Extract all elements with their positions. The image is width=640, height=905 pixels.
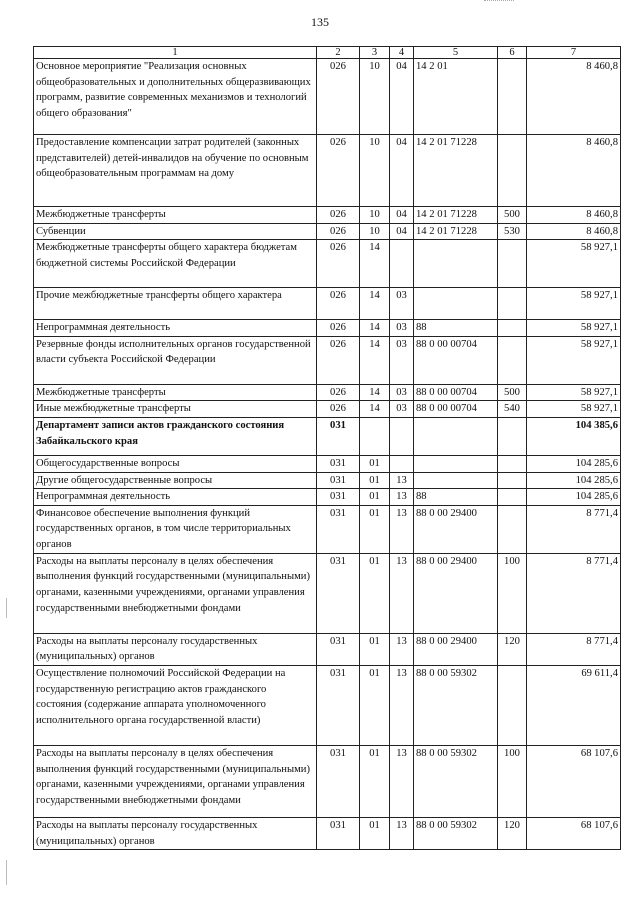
subsection-code: 03 — [390, 320, 414, 337]
section-code: 01 — [360, 665, 390, 745]
table-row — [34, 472, 621, 489]
admin-code: 026 — [317, 401, 360, 418]
section-code: 10 — [360, 59, 390, 135]
table-row — [34, 505, 621, 553]
table-row — [34, 207, 621, 224]
row-name: Финансовое обеспечение выполнения функций государственных органов, в том числе территориальных органов — [34, 505, 317, 553]
column-header: 6 — [498, 47, 527, 59]
row-name: Департамент записи актов гражданского состояния Забайкальского края — [34, 417, 317, 455]
expense-type-code — [498, 489, 527, 506]
target-article-code: 88 0 00 29400 — [414, 553, 498, 633]
section-code: 01 — [360, 489, 390, 506]
target-article-code: 88 0 00 59302 — [414, 665, 498, 745]
subsection-code: 13 — [390, 745, 414, 817]
target-article-code: 88 0 00 29400 — [414, 505, 498, 553]
amount: 8 460,8 — [527, 223, 621, 240]
amount: 58 927,1 — [527, 320, 621, 337]
section-code: 14 — [360, 240, 390, 288]
section-code: 10 — [360, 223, 390, 240]
target-article-code: 88 0 00 00704 — [414, 384, 498, 401]
amount: 8 460,8 — [527, 207, 621, 224]
subsection-code: 13 — [390, 505, 414, 553]
subsection-code: 13 — [390, 472, 414, 489]
amount: 8 460,8 — [527, 59, 621, 135]
subsection-code — [390, 455, 414, 472]
target-article-code — [414, 240, 498, 288]
subsection-code: 03 — [390, 401, 414, 418]
section-code: 14 — [360, 336, 390, 384]
expense-type-code: 540 — [498, 401, 527, 418]
expense-type-code — [498, 665, 527, 745]
admin-code: 026 — [317, 240, 360, 288]
target-article-code — [414, 417, 498, 455]
subsection-code: 04 — [390, 223, 414, 240]
expense-type-code — [498, 59, 527, 135]
table-row — [34, 59, 621, 135]
target-article-code: 88 0 00 59302 — [414, 745, 498, 817]
column-header: 4 — [390, 47, 414, 59]
table-row — [34, 633, 621, 665]
target-article-code: 88 — [414, 320, 498, 337]
admin-code: 031 — [317, 472, 360, 489]
amount: 58 927,1 — [527, 384, 621, 401]
admin-code: 026 — [317, 135, 360, 207]
admin-code: 026 — [317, 59, 360, 135]
amount: 104 385,6 — [527, 417, 621, 455]
target-article-code: 88 0 00 29400 — [414, 633, 498, 665]
expense-type-code — [498, 505, 527, 553]
expense-type-code: 100 — [498, 553, 527, 633]
row-name: Непрограммная деятельность — [34, 320, 317, 337]
scan-edge-mark — [6, 860, 7, 885]
amount: 58 927,1 — [527, 240, 621, 288]
table-row — [34, 455, 621, 472]
row-name: Межбюджетные трансферты — [34, 207, 317, 224]
amount: 8 460,8 — [527, 135, 621, 207]
row-name: Субвенции — [34, 223, 317, 240]
table-row — [34, 401, 621, 418]
row-name: Межбюджетные трансферты — [34, 384, 317, 401]
scan-edge-mark — [6, 598, 7, 618]
table-row — [34, 745, 621, 817]
row-name: Расходы на выплаты персоналу государственных (муниципальных) органов — [34, 817, 317, 849]
expense-type-code: 530 — [498, 223, 527, 240]
target-article-code: 14 2 01 — [414, 59, 498, 135]
subsection-code — [390, 240, 414, 288]
table-row — [34, 336, 621, 384]
row-name: Резервные фонды исполнительных органов государственной власти субъекта Российской Федерации — [34, 336, 317, 384]
admin-code: 031 — [317, 665, 360, 745]
table-row — [34, 240, 621, 288]
expense-type-code — [498, 417, 527, 455]
expense-type-code — [498, 240, 527, 288]
amount: 58 927,1 — [527, 288, 621, 320]
expense-type-code — [498, 472, 527, 489]
admin-code: 026 — [317, 207, 360, 224]
section-code: 01 — [360, 553, 390, 633]
expense-type-code: 500 — [498, 384, 527, 401]
amount: 104 285,6 — [527, 472, 621, 489]
row-name: Предоставление компенсации затрат родителей (законных представителей) детей-инвалидов на обучение по основным общеобразовательным программам на дому — [34, 135, 317, 207]
amount: 8 771,4 — [527, 633, 621, 665]
table-row — [34, 384, 621, 401]
expense-type-code — [498, 288, 527, 320]
expense-type-code — [498, 320, 527, 337]
subsection-code: 04 — [390, 207, 414, 224]
row-name: Прочие межбюджетные трансферты общего характера — [34, 288, 317, 320]
target-article-code: 88 0 00 00704 — [414, 336, 498, 384]
row-name: Общегосударственные вопросы — [34, 455, 317, 472]
section-code: 14 — [360, 384, 390, 401]
subsection-code: 03 — [390, 336, 414, 384]
section-code: 01 — [360, 472, 390, 489]
expense-type-code — [498, 135, 527, 207]
admin-code: 031 — [317, 505, 360, 553]
section-code: 01 — [360, 817, 390, 849]
table-row — [34, 817, 621, 849]
section-code: 14 — [360, 320, 390, 337]
target-article-code: 14 2 01 71228 — [414, 135, 498, 207]
row-name: Непрограммная деятельность — [34, 489, 317, 506]
subsection-code: 13 — [390, 817, 414, 849]
table-row — [34, 489, 621, 506]
expense-type-code: 500 — [498, 207, 527, 224]
row-name: Расходы на выплаты персоналу государственных (муниципальных) органов — [34, 633, 317, 665]
expense-type-code: 120 — [498, 633, 527, 665]
budget-table — [33, 46, 621, 850]
admin-code: 031 — [317, 817, 360, 849]
row-name: Иные межбюджетные трансферты — [34, 401, 317, 418]
admin-code: 026 — [317, 288, 360, 320]
target-article-code: 14 2 01 71228 — [414, 223, 498, 240]
row-name: Расходы на выплаты персоналу в целях обеспечения выполнения функций государственными (муниципальными) органами, казенными учреждениями, органами управления государственными внебюджетными фондами — [34, 553, 317, 633]
row-name: Осуществление полномочий Российской Федерации на государственную регистрацию актов гражданского состояния (содержание аппарата уполномоченного исполнительного органа государственной власти) — [34, 665, 317, 745]
amount: 69 611,4 — [527, 665, 621, 745]
column-header: 2 — [317, 47, 360, 59]
section-code: 01 — [360, 455, 390, 472]
subsection-code: 13 — [390, 489, 414, 506]
row-name: Расходы на выплаты персоналу в целях обеспечения выполнения функций государственными (муниципальными) органами, казенными учреждениями, органами управления государственными внебюджетными фондами — [34, 745, 317, 817]
row-name: Основное мероприятие "Реализация основных общеобразовательных и дополнительных общеразвивающих программ, развитие современных механизмов и технологий общего образования" — [34, 59, 317, 135]
admin-code: 026 — [317, 223, 360, 240]
amount: 8 771,4 — [527, 505, 621, 553]
section-code: 14 — [360, 288, 390, 320]
column-header: 1 — [34, 47, 317, 59]
target-article-code: 14 2 01 71228 — [414, 207, 498, 224]
amount: 8 771,4 — [527, 553, 621, 633]
section-code — [360, 417, 390, 455]
admin-code: 026 — [317, 336, 360, 384]
amount: 58 927,1 — [527, 336, 621, 384]
scan-dots-top — [484, 0, 514, 1]
section-code: 10 — [360, 135, 390, 207]
amount: 68 107,6 — [527, 817, 621, 849]
expense-type-code: 120 — [498, 817, 527, 849]
column-header: 3 — [360, 47, 390, 59]
admin-code: 031 — [317, 489, 360, 506]
section-code: 10 — [360, 207, 390, 224]
column-header: 5 — [414, 47, 498, 59]
amount: 68 107,6 — [527, 745, 621, 817]
subsection-code: 03 — [390, 384, 414, 401]
row-name: Межбюджетные трансферты общего характера бюджетам бюджетной системы Российской Федерации — [34, 240, 317, 288]
target-article-code: 88 0 00 59302 — [414, 817, 498, 849]
target-article-code — [414, 472, 498, 489]
table-row — [34, 417, 621, 455]
subsection-code: 04 — [390, 135, 414, 207]
admin-code: 031 — [317, 745, 360, 817]
admin-code: 031 — [317, 417, 360, 455]
subsection-code: 13 — [390, 633, 414, 665]
subsection-code: 04 — [390, 59, 414, 135]
admin-code: 031 — [317, 455, 360, 472]
subsection-code: 13 — [390, 553, 414, 633]
column-header: 7 — [527, 47, 621, 59]
subsection-code: 03 — [390, 288, 414, 320]
admin-code: 026 — [317, 384, 360, 401]
subsection-code — [390, 417, 414, 455]
admin-code: 031 — [317, 553, 360, 633]
amount: 58 927,1 — [527, 401, 621, 418]
row-name: Другие общегосударственные вопросы — [34, 472, 317, 489]
section-code: 01 — [360, 633, 390, 665]
admin-code: 026 — [317, 320, 360, 337]
page-number: 135 — [311, 15, 329, 29]
section-code: 14 — [360, 401, 390, 418]
expense-type-code — [498, 336, 527, 384]
table-row — [34, 288, 621, 320]
section-code: 01 — [360, 745, 390, 817]
table-row — [34, 665, 621, 745]
target-article-code — [414, 288, 498, 320]
table-row — [34, 320, 621, 337]
table-row — [34, 135, 621, 207]
table-row — [34, 553, 621, 633]
section-code: 01 — [360, 505, 390, 553]
subsection-code: 13 — [390, 665, 414, 745]
header-row — [34, 47, 621, 59]
expense-type-code — [498, 455, 527, 472]
target-article-code — [414, 455, 498, 472]
expense-type-code: 100 — [498, 745, 527, 817]
amount: 104 285,6 — [527, 455, 621, 472]
target-article-code: 88 — [414, 489, 498, 506]
admin-code: 031 — [317, 633, 360, 665]
target-article-code: 88 0 00 00704 — [414, 401, 498, 418]
amount: 104 285,6 — [527, 489, 621, 506]
table-row — [34, 223, 621, 240]
